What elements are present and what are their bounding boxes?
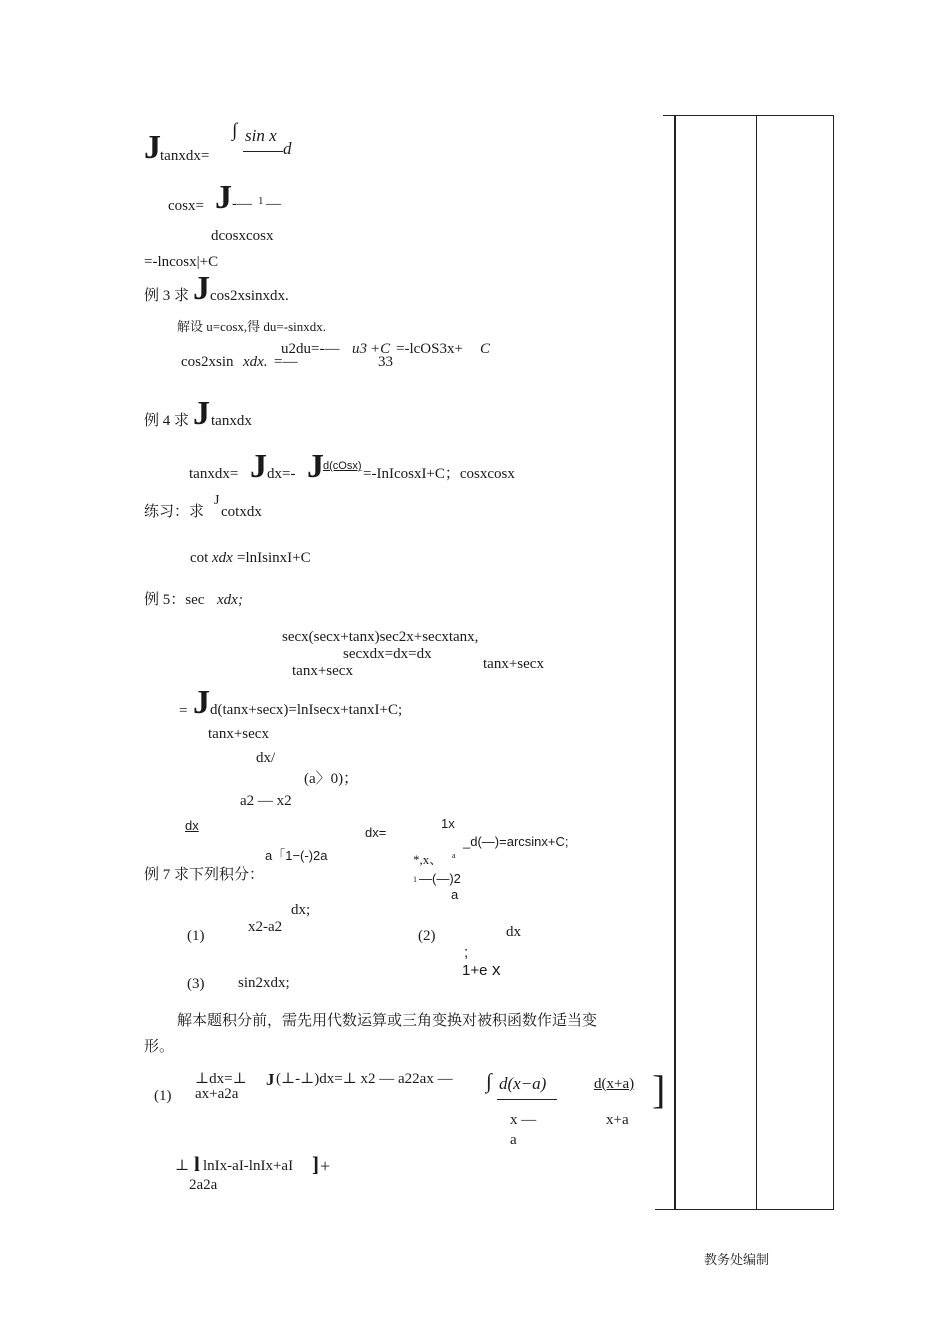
formula-text: xdx. [243, 354, 268, 370]
integral-sign: J [193, 395, 210, 432]
formula-text: cos2xsinxdx. [210, 288, 289, 304]
integral-sign: ∫ [486, 1069, 492, 1093]
formula-text: dx; [291, 902, 311, 918]
formula-text: dx [185, 818, 199, 833]
formula-text: 2a2a [189, 1177, 218, 1193]
paragraph-text: 形。 [144, 1039, 175, 1055]
formula-text: tanxdx= [189, 466, 239, 482]
item-number: (3) [187, 976, 205, 992]
formula-text: secx(secx+tanx)sec2x+secxtanx, [282, 629, 479, 645]
formula-text: x+a [606, 1112, 629, 1128]
formula-text: + [320, 1156, 331, 1176]
formula-text: =lnIsinxI+C [237, 550, 311, 566]
integral-sign: J [214, 493, 220, 508]
formula-text: = [179, 703, 188, 719]
table-right-border [833, 115, 834, 1210]
formula-text: a「1−(-)2a [265, 848, 328, 863]
formula-text: a [452, 851, 456, 860]
formula-text: -— [232, 196, 252, 212]
formula-text: ⊥ [175, 1158, 190, 1174]
formula-text: secxdx=dx=dx [343, 646, 432, 662]
formula-text: a [451, 887, 459, 902]
example-heading: 例 7 求下列积分： [144, 867, 265, 883]
formula-text: x2-a2 [248, 919, 283, 935]
fraction-bar [497, 1099, 557, 1100]
formula-text: a2 — x2 [240, 793, 292, 809]
paragraph-text: 解本题积分前，需先用代数运算或三角变换对被积函数作适当变 [177, 1013, 598, 1029]
example-heading: 例 5：sec [144, 592, 205, 608]
formula-text: dx=- [267, 466, 296, 482]
formula-text: —(—)2 [419, 871, 461, 886]
integral-sign: J [215, 179, 232, 216]
bracket: ] [652, 1067, 666, 1112]
formula-text: cos2xsin [181, 354, 234, 370]
formula-text: 1 [258, 195, 264, 207]
formula-text: cotxdx [221, 504, 262, 520]
fraction-bar [243, 151, 283, 152]
formula-text: ; [238, 592, 243, 608]
item-number: (2) [418, 928, 436, 944]
integral-sign: J [193, 270, 210, 307]
formula-text: *,x、 [413, 852, 443, 867]
formula-text: a [510, 1132, 517, 1148]
formula-text: ax+a2a [195, 1086, 239, 1102]
item-number: (1) [154, 1088, 172, 1104]
table-divider-left [674, 115, 676, 1210]
formula-text: xdx [212, 550, 233, 566]
formula-text: x — [510, 1112, 537, 1128]
formula-text: dx [506, 924, 521, 940]
formula-text: d(tanx+secx)=lnIsecx+tanxI+C; [210, 702, 403, 718]
integral-sign: J [144, 129, 161, 166]
formula-text: ; [464, 944, 469, 961]
formula-text: (a〉0)； [304, 771, 359, 787]
integral-sign: J [250, 448, 267, 485]
formula-text: (⊥-⊥)dx=⊥ x2 — a22ax — [276, 1071, 453, 1087]
formula-text: =-lncosx|+C [144, 254, 219, 270]
formula-text: 33 [378, 354, 393, 370]
solution-text: 解设 u=cosx,得 du=-sinxdx. [177, 319, 326, 334]
formula-text: ⊥dx=⊥ [195, 1071, 247, 1087]
formula-text: +C [370, 341, 391, 357]
table-bottom-border [655, 1209, 834, 1210]
formula-text: tanx+secx [208, 726, 269, 742]
formula-text: J [266, 1070, 275, 1089]
formula-text: — [266, 196, 281, 212]
formula-text: tanx+secx [483, 656, 544, 672]
formula-text: lnIx-aI-lnIx+aI [203, 1158, 294, 1174]
formula-text: C [480, 341, 491, 357]
formula-text: tanx+secx [292, 663, 353, 679]
formula-text: tanxdx= [160, 148, 210, 164]
exercise-heading: 练习：求 [144, 504, 205, 520]
formula-text: xdx [217, 592, 238, 608]
example-heading: 例 4 求 [144, 413, 190, 429]
formula-text: d(x−a) [499, 1074, 547, 1093]
formula-text: =-lcOS3x+ [396, 341, 463, 357]
formula-text: 1+e [462, 962, 488, 979]
table-top-border [663, 115, 834, 116]
formula-text: u2du=-— [281, 341, 340, 357]
formula-text: dx/ [256, 750, 276, 766]
footer-label: 教务处编制 [704, 1252, 770, 1267]
formula-text: d [283, 139, 292, 158]
formula-text: 1 [413, 875, 417, 884]
integral-sign: J [307, 448, 324, 485]
formula-text: cosx= [168, 198, 204, 214]
formula-text: =-InIcosxI+C；cosxcosx [363, 466, 515, 482]
formula-text: 1x [441, 816, 455, 831]
formula-text: u3 [352, 341, 367, 357]
formula-text: dcosxcosx [211, 228, 274, 244]
formula-text: l [194, 1152, 200, 1176]
formula-text: cot [190, 550, 209, 566]
formula-text: d(cOsx) [323, 460, 362, 472]
integral-sign: ∫ [232, 120, 238, 141]
formula-text: ] [312, 1152, 319, 1176]
formula-text: d(x+a) [594, 1076, 635, 1092]
item-number: (1) [187, 928, 205, 944]
formula-text: sin x [245, 126, 277, 145]
integral-sign: J [193, 684, 210, 721]
formula-text: =— [274, 354, 298, 370]
formula-text: sin2xdx; [238, 975, 290, 991]
formula-text: tanxdx [211, 413, 252, 429]
example-heading: 例 3 求 [144, 288, 190, 304]
formula-text: _d(—)=arcsinx+C; [463, 834, 569, 849]
table-divider-middle [756, 115, 757, 1210]
formula-text: x [492, 960, 501, 979]
formula-text: dx= [365, 825, 387, 840]
